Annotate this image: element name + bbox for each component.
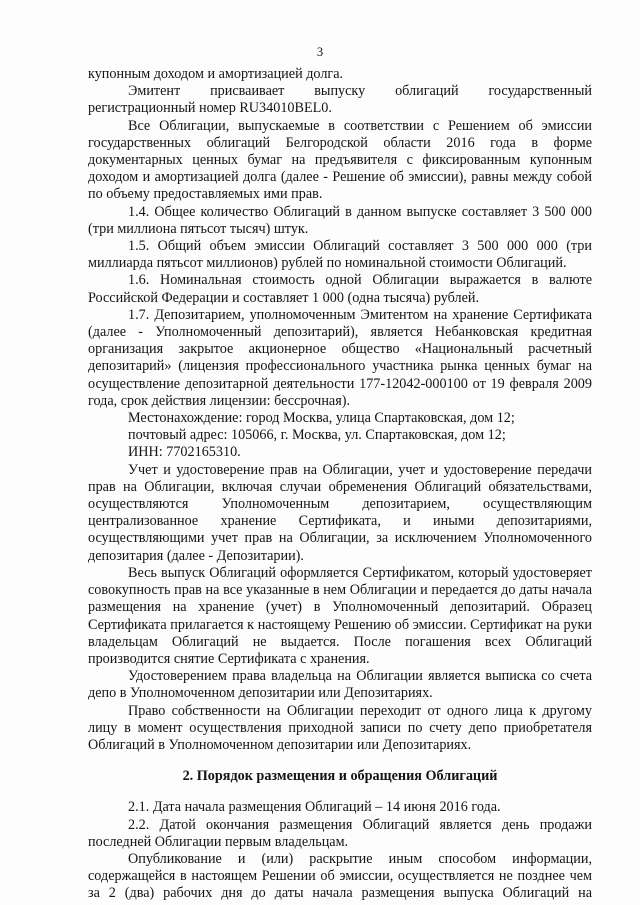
paragraph-publication: Опубликование и (или) раскрытие иным способом информации, содержащейся в настоящем Решении об эмиссии, осуществляется не позднее чем за 2 (два) рабочих дня до даты начала размещения выпуска Облигаций на xyxy=(88,850,592,902)
paragraph-1-6: 1.6. Номинальная стоимость одной Облигации выражается в валюте Российской Федерации и составляет 1 000 (одна тысяча) рублей. xyxy=(88,272,592,306)
paragraph-2-2: 2.2. Датой окончания размещения Облигаций является день продажи последней Облигации первым владельцам. xyxy=(88,816,592,850)
paragraph-bonds-rights: Все Облигации, выпускаемые в соответствии с Решением об эмиссии государственных облигаций Белгородской области 2016 года в форме документарных ценных бумаг на предъявителя с фиксированным купонным доходом и амортизацией долга (далее - Решение об эмиссии), равны между собой по объему предоставляемых ими прав. xyxy=(88,117,592,203)
paragraph-continuation: купонным доходом и амортизацией долга. xyxy=(88,66,344,82)
paragraph-inn: ИНН: 7702165310. xyxy=(128,444,241,461)
paragraph-owner-right: Удостоверением права владельца на Облигации является выписка со счета депо в Уполномоченном депозитарии или Депозитариях. xyxy=(88,668,592,702)
paragraph-1-5: 1.5. Общий объем эмиссии Облигаций составляет 3 500 000 000 (три миллиарда пятьсот миллионов) рублей по номинальной стоимости Облигаций. xyxy=(88,238,592,272)
page-number: 3 xyxy=(316,45,324,59)
paragraph-2-1: 2.1. Дата начала размещения Облигаций – 14 июня 2016 года. xyxy=(128,799,501,816)
paragraph-1-7: 1.7. Депозитарием, уполномоченным Эмитентом на хранение Сертификата (далее - Уполномоченный депозитарий), является Небанковская кредитная организация закрытое акционерное общество «Национальный расчетный депозитарий» (лицензия профессионального участника рынка ценных бумаг на осуществление депозитарной деятельности 177-12042-000100 от 19 февраля 2009 года, срок действия лицензии: бессрочная). xyxy=(88,306,592,409)
section-heading: 2. Порядок размещения и обращения Облигаций xyxy=(182,768,498,785)
paragraph-rights-accounting: Учет и удостоверение прав на Облигации, учет и удостоверение передачи прав на Облигации, включая случаи обременения Облигаций обязательствами, осуществляются Уполномоченным депозитарием, осуществляющим централизованное хранение Сертификата, и иными депозитариями, осуществляющими учет прав на Облигации, за исключением Уполномоченного депозитария (далее - Депозитарии). xyxy=(88,461,592,564)
paragraph-location: Местонахождение: город Москва, улица Спартаковская, дом 12; xyxy=(128,410,515,427)
paragraph-1-4: 1.4. Общее количество Облигаций в данном выпуске составляет 3 500 000 (три миллиона пятьсот тысяч) штук. xyxy=(88,203,592,237)
document-body xyxy=(88,66,592,903)
paragraph-registration-number: Эмитент присваивает выпуску облигаций государственный регистрационный номер RU34010BEL0. xyxy=(88,83,592,117)
paragraph-ownership-transfer: Право собственности на Облигации переходит от одного лица к другому лицу в момент осуществления приходной записи по счету депо приобретателя Облигаций в Уполномоченном депозитарии или Депозитариях. xyxy=(88,702,592,753)
paragraph-postal-address: почтовый адрес: 105066, г. Москва, ул. Спартаковская, дом 12; xyxy=(128,427,506,444)
paragraph-certificate: Весь выпуск Облигаций оформляется Сертификатом, который удостоверяет совокупность прав на все указанные в нем Облигации и передается до даты начала размещения на хранение (учет) в Уполномоченный депозитарий. Образец Сертификата прилагается к настоящему Решению об эмиссии. Сертификат на руки владельцам Облигаций не выдается. После погашения всех Облигаций производится снятие Сертификата с хранения. xyxy=(88,564,592,667)
